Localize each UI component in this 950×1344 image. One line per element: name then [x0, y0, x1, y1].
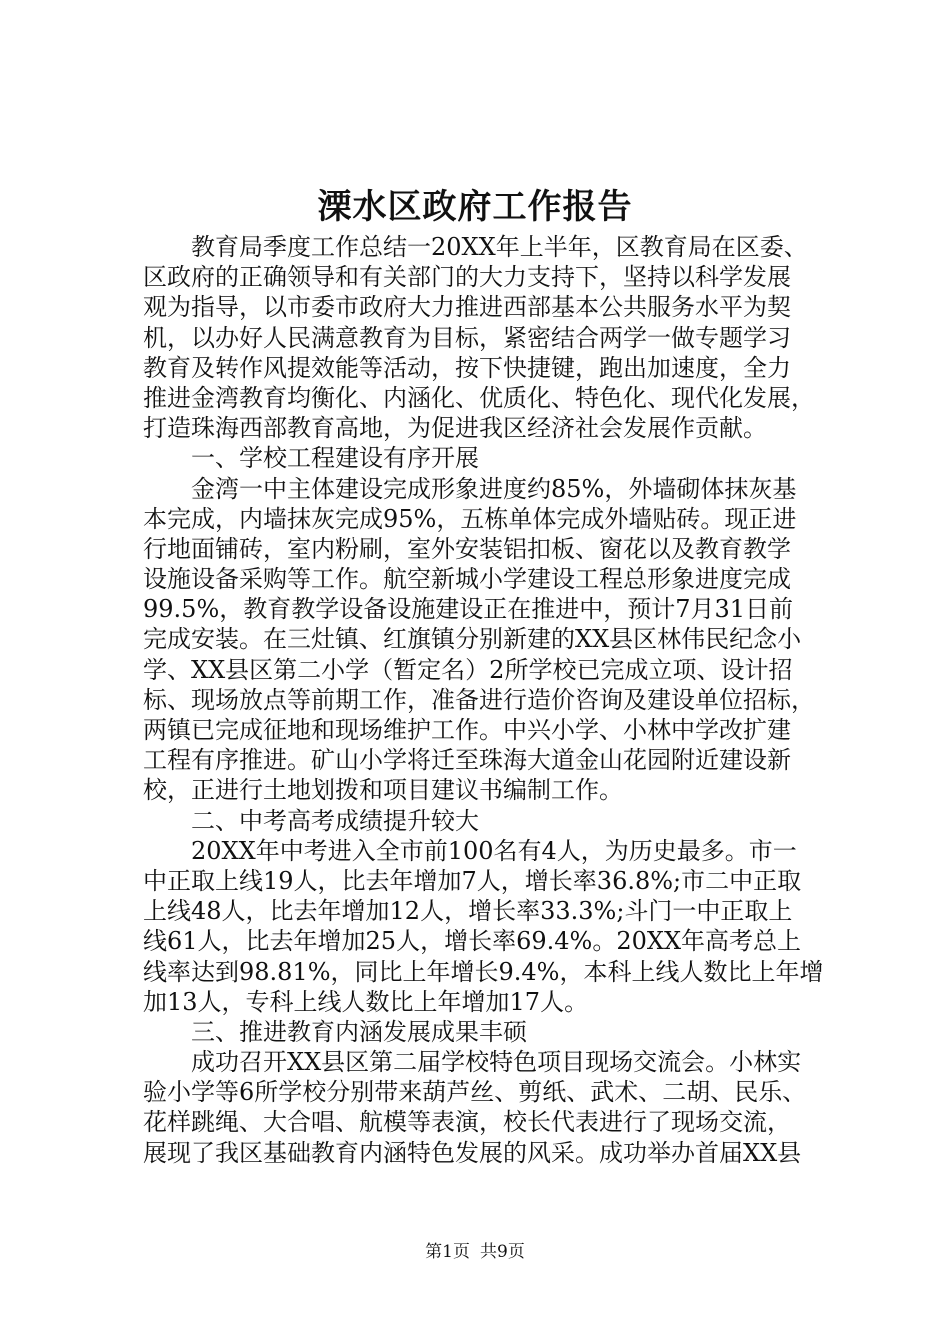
paragraph-line: 打造珠海西部教育高地，为促进我区经济社会发展作贡献。	[143, 414, 767, 443]
paragraph-line: 加13人，专科上线人数比上年增加17人。	[143, 987, 589, 1016]
paragraph-line: 教育及转作风提效能等活动，按下快捷键，跑出加速度，全力	[143, 353, 791, 382]
page-number: 第1页	[425, 1242, 470, 1262]
document-body	[143, 232, 843, 1168]
paragraph-line: 展现了我区基础教育内涵特色发展的风采。成功举办首届XX县	[143, 1138, 802, 1167]
paragraph-line: 花样跳绳、大合唱、航模等表演，校长代表进行了现场交流，	[143, 1108, 791, 1137]
page-footer	[0, 1240, 950, 1264]
paragraph-line: 金湾一中主体建设完成形象进度约85%，外墙砌体抹灰基	[191, 474, 797, 503]
paragraph-line: 中正取上线19人，比去年增加7人，增长率36.8%;市二中正取	[143, 866, 802, 895]
paragraph-line: 完成安装。在三灶镇、红旗镇分别新建的XX县区林伟民纪念小	[143, 625, 802, 654]
paragraph-line: 线61人，比去年增加25人，增长率69.4%。20XX年高考总上	[143, 927, 802, 956]
paragraph-line: 校，正进行土地划拨和项目建议书编制工作。	[143, 776, 623, 805]
paragraph-line: 20XX年中考进入全市前100名有4人，为历史最多。市一	[191, 836, 797, 865]
paragraph-line: 99.5%，教育教学设备设施建设正在推进中，预计7月31日前	[143, 595, 794, 624]
paragraph-line: 设施设备采购等工作。航空新城小学建设工程总形象进度完成	[143, 565, 791, 594]
paragraph-line: 推进金湾教育均衡化、内涵化、优质化、特色化、现代化发展，	[143, 383, 815, 412]
document-title: 溧水区政府工作报告	[317, 187, 633, 227]
paragraph-line: 观为指导，以市委市政府大力推进西部基本公共服务水平为契	[143, 293, 791, 322]
paragraph-line: 本完成，内墙抹灰完成95%，五栋单体完成外墙贴砖。现正进	[143, 504, 797, 533]
paragraph-line: 成功召开XX县区第二届学校特色项目现场交流会。小林实	[191, 1048, 802, 1077]
paragraph-line: 机，以办好人民满意教育为目标，紧密结合两学一做专题学习	[143, 323, 791, 352]
paragraph-line: 行地面铺砖，室内粉刷，室外安装铝扣板、窗花以及教育教学	[143, 534, 791, 563]
paragraph-line: 区政府的正确领导和有关部门的大力支持下，坚持以科学发展	[143, 263, 791, 292]
paragraph-line: 学、XX县区第二小学（暂定名）2所学校已完成立项、设计招	[143, 655, 793, 684]
paragraph-line: 工程有序推进。矿山小学将迁至珠海大道金山花园附近建设新	[143, 746, 791, 775]
paragraph-line: 验小学等6所学校分别带来葫芦丝、剪纸、武术、二胡、民乐、	[143, 1078, 807, 1107]
paragraph-line: 教育局季度工作总结一20XX年上半年，区教育局在区委、	[191, 233, 808, 261]
paragraph-line: 标、现场放点等前期工作，准备进行造价咨询及建设单位招标，	[143, 685, 815, 714]
page-total: 共9页	[480, 1242, 525, 1262]
paragraph-line: 两镇已完成征地和现场维护工作。中兴小学、小林中学改扩建	[143, 716, 791, 744]
section-heading: 一、学校工程建设有序开展	[191, 444, 479, 473]
section-heading: 三、推进教育内涵发展成果丰硕	[191, 1017, 527, 1046]
paragraph-line: 上线48人，比去年增加12人，增长率33.3%;斗门一中正取上	[143, 897, 793, 926]
section-heading: 二、中考高考成绩提升较大	[191, 806, 479, 835]
paragraph-line: 线率达到98.81%，同比上年增长9.4%，本科上线人数比上年增	[143, 957, 824, 986]
